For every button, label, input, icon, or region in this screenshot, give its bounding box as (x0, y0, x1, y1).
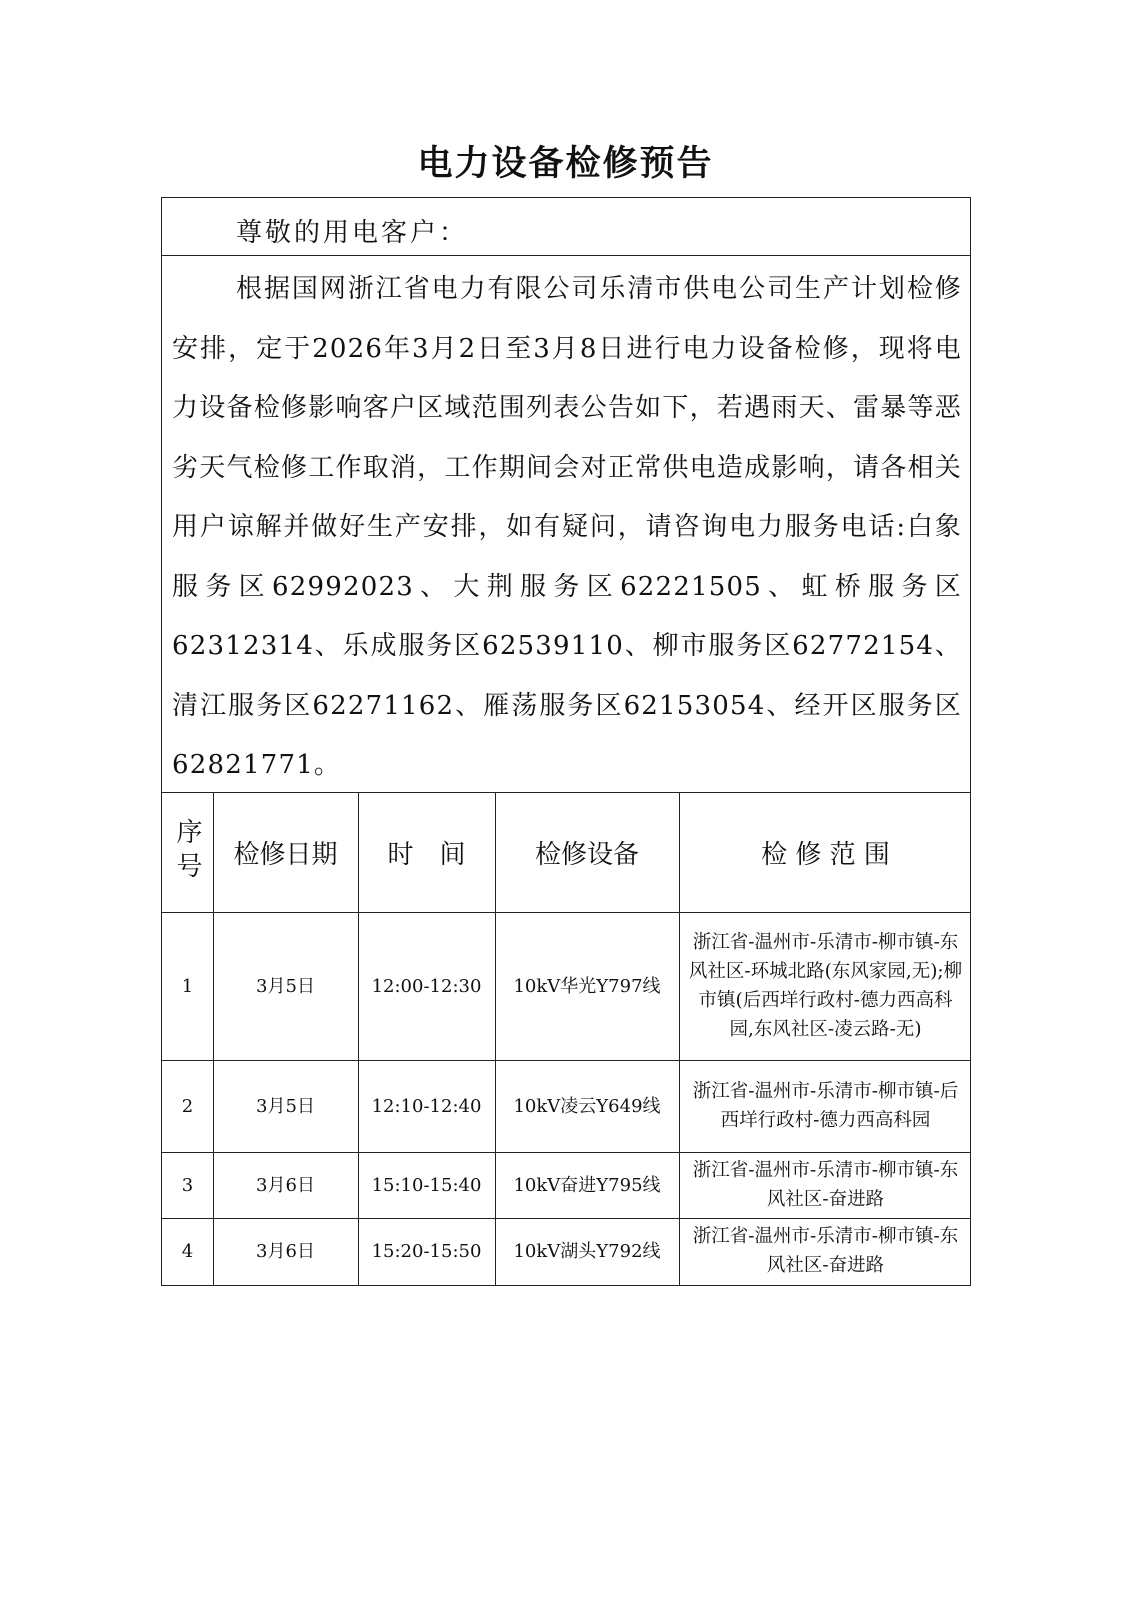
table-cell-date: 3月6日 (256, 1240, 315, 1262)
table-cell-device: 10kV奋进Y795线 (513, 1174, 661, 1196)
divider (162, 255, 970, 256)
header-device: 检修设备 (534, 839, 639, 870)
table-cell-scope: 浙江省-温州市-乐清市-柳市镇-东风社区-奋进路 (692, 1160, 959, 1210)
table-cell-seq: 3 (181, 1174, 194, 1196)
table-cell-date: 3月5日 (256, 975, 315, 997)
table-cell-seq: 1 (181, 975, 194, 997)
table-cell-time: 15:20-15:50 (371, 1240, 482, 1262)
header-time: 时 间 (387, 839, 466, 870)
header-seq: 序号 (172, 818, 202, 886)
table-cell-scope: 浙江省-温州市-乐清市-柳市镇-东风社区-奋进路 (692, 1226, 959, 1276)
table-cell-seq: 4 (181, 1240, 194, 1262)
page-title: 电力设备检修预告 (417, 144, 714, 184)
table-cell-device: 10kV湖头Y792线 (513, 1240, 661, 1262)
table-cell-scope: 浙江省-温州市-乐清市-柳市镇-东风社区-环城北路(东风家园,无);柳市镇(后西垟行政村-德力西高科园,东风社区-凌云路-无) (688, 932, 963, 1040)
notice-frame (161, 197, 971, 1286)
table-cell-scope: 浙江省-温州市-乐清市-柳市镇-后西垟行政村-德力西高科园 (692, 1081, 959, 1131)
table-cell-device: 10kV华光Y797线 (513, 975, 661, 997)
intro-paragraph: 根据国网浙江省电力有限公司乐清市供电公司生产计划检修安排，定于2026年3月2日至3月8日进行电力设备检修，现将电力设备检修影响客户区域范围列表公告如下，若遇雨天、雷暴等恶劣天气检修工作取消，工作期间会对正常供电造成影响，请各相关用户谅解并做好生产安排，如有疑问，请咨询电力服务电话:白象服务区62992023、大荆服务区62221505、虹桥服务区62312314、乐成服务区62539110、柳市服务区62772154、清江服务区62271162、雁荡服务区62153054、经开区服务区62821771。 (172, 274, 962, 780)
greeting: 尊敬的用电客户： (236, 218, 469, 248)
table-cell-time: 12:00-12:30 (371, 975, 482, 997)
table-cell-seq: 2 (181, 1095, 194, 1117)
table-cell-time: 15:10-15:40 (371, 1174, 482, 1196)
header-date: 检修日期 (233, 839, 338, 870)
table-cell-date: 3月5日 (256, 1095, 315, 1117)
table-cell-device: 10kV凌云Y649线 (513, 1095, 661, 1117)
table-cell-time: 12:10-12:40 (371, 1095, 482, 1117)
header-scope: 检 修 范 围 (761, 839, 890, 870)
table-cell-date: 3月6日 (256, 1174, 315, 1196)
